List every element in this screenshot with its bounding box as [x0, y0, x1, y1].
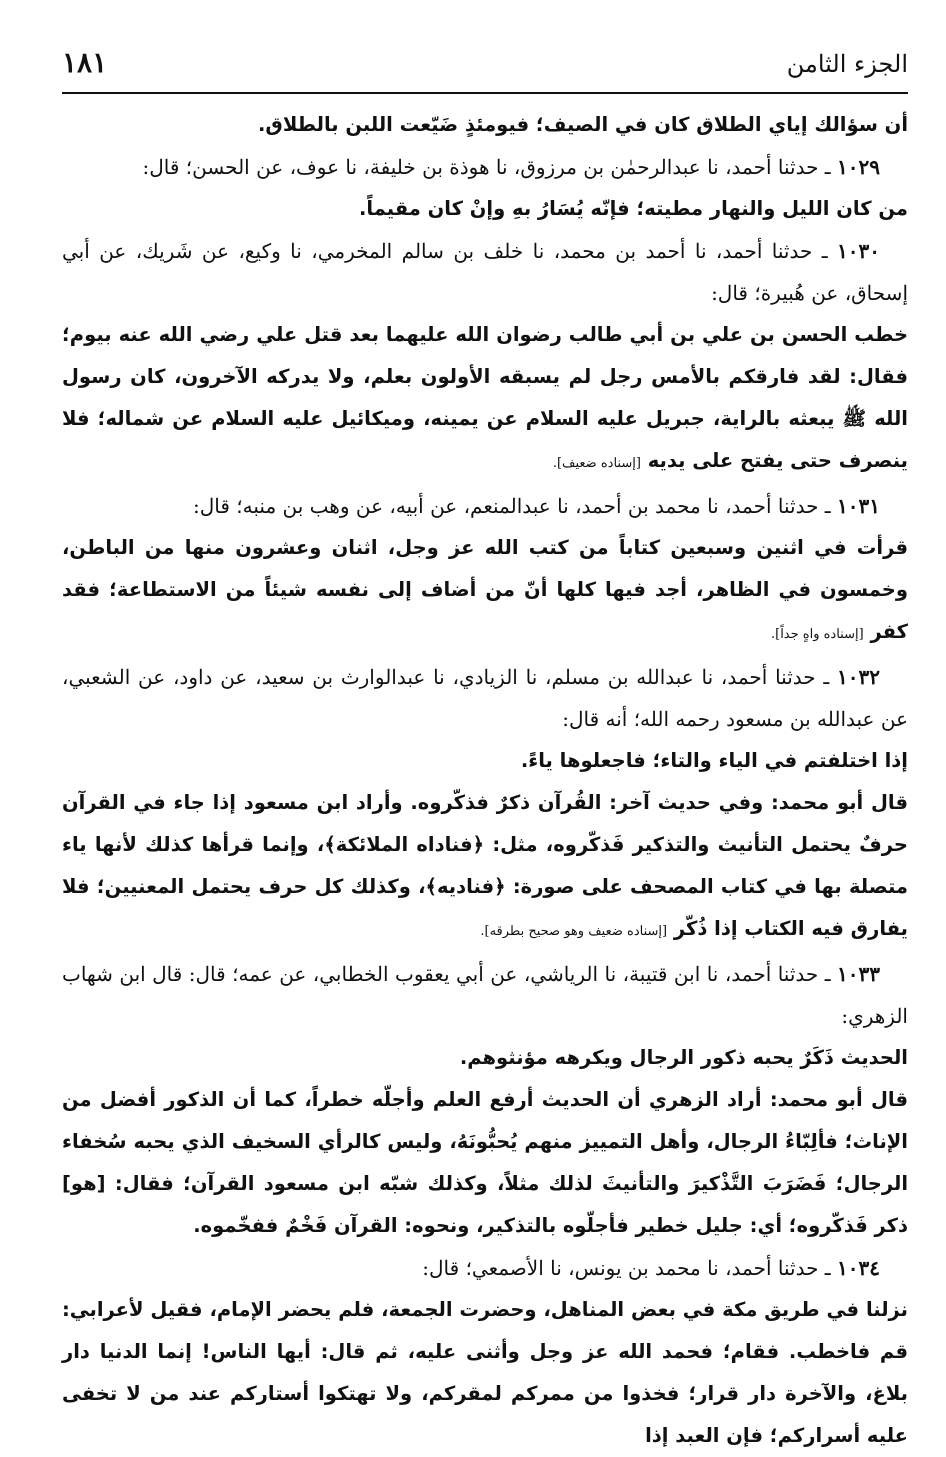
paragraph-text: نزلنا في طريق مكة في بعض المناهل، وحضرت الجمعة، فلم يحضر الإمام، فقيل لأعرابي: قم فاخطب. فقام؛ فحمد الله عز وجل وأثنى عليه، ثم قال: أيها الناس! إنما الدنيا دار بلاغ، والآخرة دار قرار؛ فخذوا من ممركم لمقركم، ولا تهتكوا أستاركم عند من لا تخفى عليه أسراركم؛ فإن العبد إذا [62, 1298, 908, 1447]
isnad-text: ـ حدثنا أحمد، نا محمد بن يونس، نا الأصمعي؛ قال: [422, 1256, 838, 1280]
isnad-text: ـ حدثنا أحمد، نا عبدالله بن مسلم، نا الزيادي، نا عبدالوارث بن سعيد، عن داود، عن الشعبي، عن عبدالله بن مسعود رحمه الله؛ أنه قال: [62, 665, 908, 731]
hadith-chain-1034 [62, 1247, 908, 1289]
isnad-text: ـ حدثنا أحمد، نا أحمد بن محمد، نا خلف بن سالم المخرمي، نا وكيع، عن شَريك، عن أبي إسحاق، عن هُبيرة؛ قال: [62, 239, 908, 305]
hadith-number: ١٠٣٠ [837, 239, 880, 263]
paragraph-text: من كان الليل والنهار مطيته؛ فإنّه يُسَارُ بهِ وإنْ كان مقيماً. [359, 197, 908, 220]
isnad-text: ـ حدثنا أحمد، نا عبدالرحمٰن بن مرزوق، نا هوذة بن خليفة، نا عوف، عن الحسن؛ قال: [142, 155, 838, 179]
text-paragraph [62, 740, 908, 782]
paragraph-text: خطب الحسن بن علي بن أبي طالب رضوان الله عليهما بعد قتل علي رضي الله عنه بيوم؛ فقال: لقد فارقكم بالأمس رجل لم يسبقه الأولون بعلم، ولا يدركه الآخرون، كان رسول الله ﷺ يبعثه بالراية، جبريل عليه السلام عن يمينه، وميكائيل عليه السلام عن شماله؛ فلا ينصرف حتى يفتح على يديه [62, 323, 908, 472]
page-body [62, 104, 908, 1457]
commentary-paragraph [62, 782, 908, 953]
text-paragraph [62, 1289, 908, 1457]
paragraph-text: قال أبو محمد: أراد الزهري أن الحديث أرفع العلم وأجلّه خطراً، كما أن الذكور أفضل من الإناث؛ فألِبّاءُ الرجال، وأهل التمييز منهم يُحبُّونَهُ، وليس كالرأي السخيف الذي يحبه سُخفاء الرجال؛ فَضَرَبَ التَّذْكيرَ والتأنيثَ لذلك مثلاً، وكذلك شبّه ابن مسعود القرآن؛ فقال: [هو] ذكر فَذكّروه؛ أي: جليل خطير فأجلّوه بالتذكير، ونحوه: القرآن فَخْمٌ ففخّموه. [62, 1088, 908, 1237]
paragraph-text: قرأت في اثنين وسبعين كتاباً من كتب الله عز وجل، اثنان وعشرون منها من الباطن، وخمسون في الظاهر، أجد فيها كلها أنّ من أضاف إلى نفسه شيئاً من الاستطاعة؛ فقد كفر [62, 536, 908, 643]
text-paragraph [62, 188, 908, 230]
grading-note: [إسناده ضعيف]. [552, 456, 641, 471]
isnad-text: ـ حدثنا أحمد، نا ابن قتيبة، نا الرياشي، عن أبي يعقوب الخطابي، عن عمه؛ قال: قال ابن شهاب الزهري: [62, 962, 908, 1028]
paragraph-text: إذا اختلفتم في الياء والتاء؛ فاجعلوها ياءً. [520, 749, 908, 772]
hadith-number: ١٠٣٤ [837, 1256, 880, 1280]
grading-note: [إسناده واهٍ جداً]. [770, 627, 864, 642]
running-title: الجزء الثامن [786, 50, 908, 78]
paragraph-text: قال أبو محمد: وفي حديث آخر: القُرآن ذكرٌ فذكّروه. وأراد ابن مسعود إذا جاء في القرآن حرفٌ يحتمل التأنيث والتذكير فَذكّروه، مثل: ﴿فناداه الملائكة﴾، وإنما قرأها كذلك لأنها ياء متصلة بها في كتاب المصحف على صورة: ﴿فناديه﴾، وكذلك كل حرف يحتمل المعنيين؛ فلا يفارق فيه الكتاب إذا ذُكّر [62, 791, 908, 940]
text-paragraph [62, 104, 908, 146]
text-paragraph [62, 1037, 908, 1079]
text-paragraph [62, 314, 908, 485]
hadith-number: ١٠٣١ [837, 494, 880, 518]
hadith-number: ١٠٣٣ [837, 962, 880, 986]
text-paragraph [62, 527, 908, 656]
hadith-number: ١٠٢٩ [837, 155, 880, 179]
hadith-chain-1033 [62, 953, 908, 1037]
hadith-chain-1032 [62, 656, 908, 740]
hadith-number: ١٠٣٢ [837, 665, 880, 689]
header-rule [62, 92, 908, 94]
page-number: ١٨١ [62, 46, 108, 79]
hadith-chain-1030 [62, 230, 908, 314]
grading-note: [إسناده ضعيف وهو صحيح بطرقه]. [480, 924, 668, 939]
paragraph-text: أن سؤالك إياي الطلاق كان في الصيف؛ فيومئذٍ ضَيّعت اللبن بالطلاق. [257, 113, 908, 136]
paragraph-text: الحديث ذَكَرٌ يحبه ذكور الرجال ويكرهه مؤنثوهم. [459, 1046, 908, 1069]
hadith-chain-1029 [62, 146, 908, 188]
page-header [62, 38, 908, 88]
hadith-chain-1031 [62, 485, 908, 527]
isnad-text: ـ حدثنا أحمد، نا محمد بن أحمد، نا عبدالمنعم، عن أبيه، عن وهب بن منبه؛ قال: [193, 494, 838, 518]
commentary-paragraph [62, 1079, 908, 1247]
